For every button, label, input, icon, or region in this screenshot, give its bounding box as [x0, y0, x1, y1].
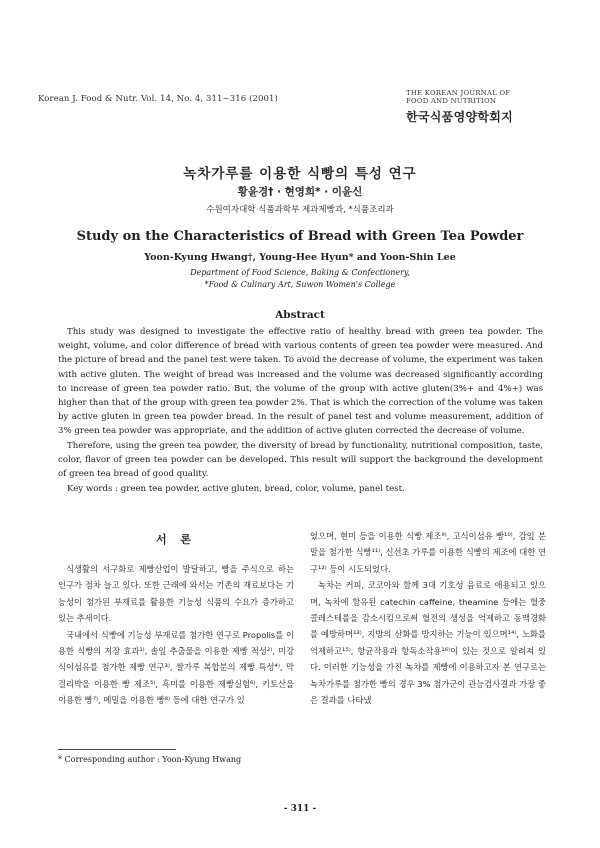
affiliation-english-line1: Department of Food Science, Baking & Confectionery,	[190, 268, 410, 277]
footnote-divider	[58, 749, 176, 750]
affiliation-korean: 수원여자대학 식품과학부 제과제빵과, *식품조리과	[206, 205, 394, 215]
section-title-introduction: 서 론	[155, 533, 197, 546]
body-paragraph: 녹차는 커피, 코코아와 함께 3대 기호성 음료로 애용되고 있으며, 녹차에 함유된 catechin caffeine, theamine 등에는 혈중 콜레스테롤을 감소시킴으로써 혈전의 생성을 억제하고 동맥경화를 예방하며¹³⁾, 지방의 산화를 방지하는 기능이 있으며¹⁴⁾, 노화를 억제하고¹⁵⁾, 항균작용과 항독소작용¹⁶⁾이 있는 것으로 알려져 있다. 이러한 기능성을 가진 녹차를 제빵에 이용하고자 본 연구로는 녹차가루를 첨가한 빵의 경우 3% 첨가군이 관능검사결과 가장 좋은 결과를 나타냈	[310, 580, 546, 706]
journal-citation: Korean J. Food & Nutr. Vol. 14, No. 4, 311~316 (2001)	[38, 94, 278, 104]
corresponding-author-footnote: * Corresponding author : Yoon-Kyung Hwang	[58, 755, 242, 764]
paper-title-korean: 녹차가루를 이용한 식빵의 특성 연구	[183, 166, 417, 182]
body-column-left	[58, 561, 294, 709]
authors-english: Yoon-Kyung Hwang†, Young-Hee Hyun* and Yoon-Shin Lee	[144, 252, 456, 263]
body-column-right	[310, 528, 546, 708]
page-number: - 311 -	[283, 804, 317, 814]
abstract-heading: Abstract	[275, 309, 325, 321]
paper-title-english: Study on the Characteristics of Bread with Green Tea Powder	[76, 229, 524, 244]
authors-korean: 황윤경† · 현영희* · 이윤신	[237, 186, 363, 198]
abstract-paragraph: Therefore, using the green tea powder, the diversity of bread by functionality, nutritional composition, taste, color, flavor of green tea powder can be developed. This result will support the background the development of green tea bread of good quality.	[58, 440, 543, 480]
body-paragraph: 국내에서 식빵에 기능성 부재료를 첨가한 연구로 Propolis를 이용한 식빵의 저장 효과¹⁾, 솔잎 추출물을 이용한 제빵 적성²⁾, 미강 식이섬유를 첨가한 제빵 연구³⁾, 쌀가루 복합분의 제빵 특성⁴⁾, 막걸리박을 이용한 빵 제조⁵⁾, 흑미를 이용한 제빵실험⁶⁾, 키토산을 이용한 빵⁷⁾, 메밀을 이용한 빵⁸⁾ 등에 대한 연구가 있	[58, 629, 294, 706]
journal-name-en-line2: FOOD AND NUTRITION	[406, 97, 497, 105]
affiliation-english-line2: *Food & Culinary Art, Suwon Women's College	[204, 280, 396, 289]
journal-name-en-line1: THE KOREAN JOURNAL OF	[406, 89, 511, 97]
body-paragraph: 식생활의 서구화로 제빵산업이 발달하고, 빵을 주식으로 하는 인구가 점차 늘고 있다. 또한 근래에 와서는 기존의 재료보다는 기능성이 첨가된 부재료를 활용한 기능성 식품의 수요가 증가하고 있는 추세이다.	[58, 564, 294, 624]
journal-masthead	[406, 89, 526, 125]
journal-name-ko: 한국식품영양학회지	[406, 110, 514, 124]
keywords: Key words : green tea powder, active gluten, bread, color, volume, panel test.	[67, 484, 405, 495]
abstract-body	[58, 325, 543, 496]
abstract-paragraph: This study was designed to investigate the effective ratio of healthy bread with green tea powder. The weight, volume, and color difference of bread with various contents of green tea powder were measured. And the picture of bread and the panel test were taken. To avoid the decrease of volume, the experiment was taken with active gluten. The weight of bread was increased and the volume was decreased significantly according to increase of green tea powder ratio. But, the volume of the group with active gluten(3%+ and 4%+) was higher than that of the group with green tea powder 2%. That is which the correction of the volume was taken by active gluten in green tea powder bread. In the result of panel test and volume measurement, addition of 3% green tea powder was appropriate, and the addition of active gluten corrected the decrease of volume.	[58, 327, 543, 437]
body-paragraph: 었으며, 현미 등을 이용한 식빵 제조⁹⁾, 고식이섬유 빵¹⁰⁾, 감잎 분말을 첨가한 식빵¹¹⁾, 신선초 가루를 이용한 식빵의 제조에 대한 연구¹²⁾ 등이 시도되었다.	[310, 531, 546, 574]
